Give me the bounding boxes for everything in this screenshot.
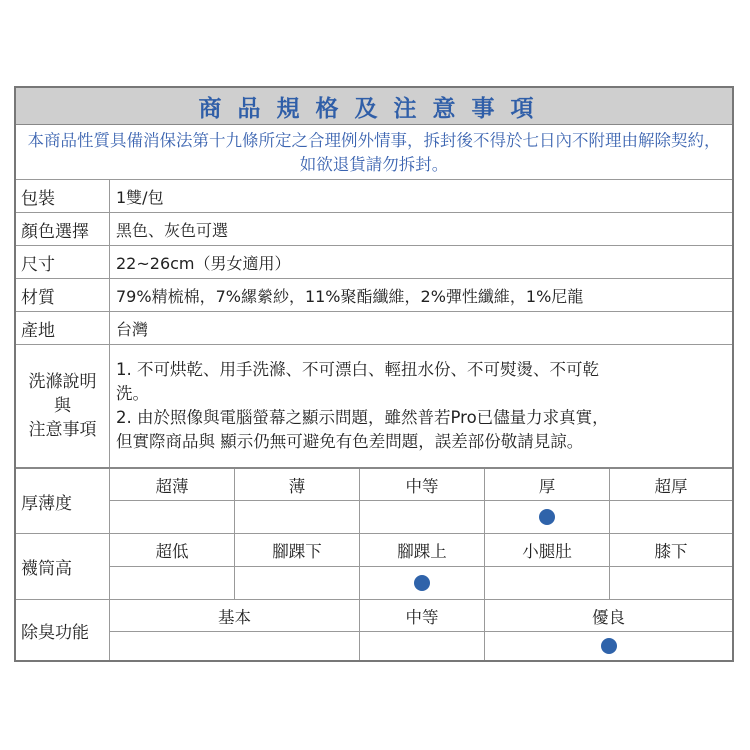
grade-marker-cell [235,501,360,533]
grade-option: 優良 [485,600,732,632]
grade-marker-cell [110,632,360,660]
washing-instructions [116,345,726,467]
grade-option: 膝下 [610,534,732,567]
grade-marker-cell [610,501,732,533]
grade-thickness [16,469,732,534]
spec-value: 22~26cm（男女適用） [116,253,291,273]
washing-line: 但實際商品與 顯示仍無可避免有色差問題，誤差部份敬請見諒。 [116,432,584,451]
spec-row-package [16,180,732,213]
grade-marker-cell [610,567,732,599]
grade-marker-cell [360,632,485,660]
spec-sheet [14,86,734,662]
spec-value: 79%精梳棉，7%縲縈紗，11%聚酯纖維，2%彈性纖維，1%尼龍 [116,286,584,306]
grade-option: 厚 [485,469,610,501]
spec-label: 尺寸 [16,246,110,278]
washing-label-line: 與 [54,396,71,416]
spec-value: 黑色、灰色可選 [116,220,229,240]
washing-line: 洗。 [116,384,149,403]
grade-marker-cell [485,501,610,533]
spec-row-washing [16,345,732,469]
selected-dot-icon [539,509,555,525]
washing-label-line: 注意事項 [28,420,97,440]
grade-option: 中等 [360,600,485,632]
spec-row-origin [16,312,732,345]
grade-label: 除臭功能 [16,600,110,660]
grade-option: 基本 [110,600,360,632]
grade-sock-height [16,534,732,600]
grade-option: 薄 [235,469,360,501]
spec-label: 材質 [16,279,110,311]
grade-marker-cell [360,501,485,533]
grade-marker-cell [110,567,235,599]
grade-option: 超薄 [110,469,235,501]
grade-option: 超厚 [610,469,732,501]
grade-option: 腳踝下 [235,534,360,567]
spec-value: 台灣 [116,319,149,339]
page-title: 商品規格及注意事項 [16,88,732,125]
grade-option: 小腿肚 [485,534,610,567]
spec-value: 1雙/包 [116,187,164,207]
grade-option: 腳踝上 [360,534,485,567]
grade-marker-cell [360,567,485,599]
grade-marker-cell [235,567,360,599]
grade-marker-cell [110,501,235,533]
grade-option: 中等 [360,469,485,501]
grade-marker-cell [485,567,610,599]
spec-row-material [16,279,732,312]
spec-label: 包裝 [16,180,110,212]
grade-deodorant [16,600,732,660]
washing-label-line: 洗滌說明 [28,372,97,392]
washing-line: 2. 由於照像與電腦螢幕之顯示問題，雖然普若Pro已儘量力求真實， [116,408,609,427]
grade-label: 厚薄度 [16,469,110,533]
spec-row-color [16,213,732,246]
spec-label: 產地 [16,312,110,344]
selected-dot-icon [601,638,617,654]
return-notice: 本商品性質具備消保法第十九條所定之合理例外情事，拆封後不得於七日內不附理由解除契約，如欲退貨請勿拆封。 [16,125,732,180]
spec-row-size [16,246,732,279]
grade-option: 超低 [110,534,235,567]
selected-dot-icon [414,575,430,591]
grade-marker-cell [485,632,732,660]
washing-line: 1. 不可烘乾、用手洗滌、不可漂白、輕扭水份、不可熨燙、不可乾 [116,360,599,379]
washing-label [16,345,110,467]
spec-label: 顏色選擇 [16,213,110,245]
grade-label: 襪筒高 [16,534,110,599]
